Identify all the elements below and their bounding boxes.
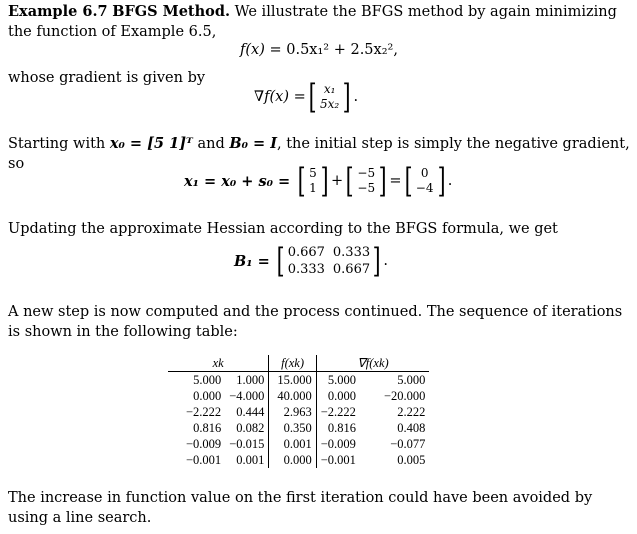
plus-sign: + [330, 173, 344, 189]
table-cell: 0.000 [269, 452, 316, 468]
table-cell: −0.001 [320, 452, 356, 467]
table-row [168, 452, 429, 468]
matrix-entry: 0.333 [287, 262, 325, 277]
hessian-matrix [288, 244, 370, 278]
table-row [168, 404, 429, 420]
vector-entry: −5 [357, 166, 376, 180]
step-equation: x₁ = x₀ + s₀ = [ 5 1 ] + [ −5 −5 ] = [ 0 −4 ] . [184, 161, 453, 201]
table-cell: 15.000 [269, 372, 316, 389]
function-lhs: f(x) = [240, 42, 287, 58]
start-text-part: , the initial step is simply the negative gradient, so [8, 136, 630, 172]
vector-s0 [357, 166, 375, 196]
function-equation [240, 42, 398, 58]
table-cell: 0.000 [327, 388, 356, 403]
table-cell: 5.000 [316, 372, 360, 389]
vector-x1 [416, 166, 434, 196]
table-cell: 0.001 [225, 452, 269, 468]
table-cell: 0.408 [397, 420, 426, 435]
x0-expression: x₀ = [5 1]ᵀ [109, 135, 193, 152]
vector-entry: 1 [309, 181, 317, 195]
table-cell: 0.816 [193, 420, 222, 435]
header-xk: xk [168, 355, 269, 372]
start-text-part: and [192, 136, 230, 152]
b0-expression: B₀ = I [229, 135, 277, 152]
equals-sign: = [389, 173, 402, 189]
table-cell: −2.222 [186, 404, 222, 419]
vector-entry: 5 [309, 166, 317, 180]
step-lhs: x₁ = x₀ + s₀ = [184, 172, 291, 190]
gradient-vector [320, 82, 339, 112]
table-cell: 0.001 [269, 436, 316, 452]
table-cell: 2.222 [397, 404, 426, 419]
table-cell: 0.444 [225, 404, 269, 420]
example-intro: We illustrate the BFGS method by again minimizing the function of Example 6.5, [8, 4, 617, 40]
table-cell: −0.009 [186, 436, 222, 451]
table-cell: −0.015 [225, 436, 269, 452]
continue-text: A new step is now computed and the process continued. The sequence of iterations is shown in the following table: [8, 304, 623, 340]
table-body [168, 372, 429, 469]
vector-entry: −4 [415, 181, 434, 195]
table-cell: −0.001 [186, 452, 222, 467]
vector-entry: 0 [420, 166, 429, 180]
closing-text: The increase in function value on the first iteration could have been avoided by using a line search. [8, 490, 593, 526]
table-cell: −20.000 [383, 388, 426, 403]
example-label: Example 6.7 [8, 3, 108, 20]
table-cell: 40.000 [269, 388, 316, 404]
table-cell: −4.000 [225, 388, 269, 404]
gradient-text: whose gradient is given by [8, 70, 206, 86]
table-row [168, 388, 429, 404]
gradient-equation: ∇f(x) = [ x₁ 5x₂ ] . [254, 77, 359, 117]
table-row [168, 372, 429, 389]
hessian-equation: B₁ = [ 0.667 0.333 0.333 0.667 ] . [234, 241, 388, 281]
table-row [168, 420, 429, 436]
step-end: . [447, 173, 453, 189]
gradient-lhs: ∇f(x) = [254, 89, 306, 105]
table-cell: 0.005 [397, 452, 426, 467]
function-rhs: 0.5x₁² + 2.5x₂², [286, 42, 398, 58]
table-cell: 0.816 [327, 420, 356, 435]
vector-x0 [309, 166, 317, 196]
gradient-entry: x₁ [323, 82, 336, 96]
table-cell: 1.000 [225, 372, 269, 389]
update-text: Updating the approximate Hessian according to the BFGS formula, we get [8, 221, 558, 237]
example-title: BFGS Method. [112, 3, 231, 20]
matrix-entry: 0.667 [287, 245, 325, 260]
matrix-entry: 0.667 [332, 262, 371, 277]
table-header-row [168, 355, 429, 372]
iteration-table [168, 355, 429, 468]
table-cell: 5.000 [360, 372, 429, 389]
table-cell: 0.000 [193, 388, 222, 403]
vector-entry: −5 [357, 181, 376, 195]
matrix-entry: 0.333 [332, 245, 371, 260]
table-cell: 0.082 [225, 420, 269, 436]
hessian-end: . [383, 253, 388, 269]
start-text-part: Starting with [8, 136, 110, 152]
table-cell: −0.009 [320, 436, 356, 451]
example-intro-paragraph [8, 2, 628, 42]
gradient-entry: 5x₂ [320, 97, 340, 111]
table-cell: 5.000 [168, 372, 225, 389]
table-cell: 2.963 [269, 404, 316, 420]
gradient-end: . [353, 89, 359, 105]
table-cell: −0.077 [390, 436, 426, 451]
header-fxk: f(xk) [269, 355, 316, 372]
hessian-lhs: B₁ = [234, 252, 270, 270]
table-cell: −2.222 [320, 404, 356, 419]
table-cell: 0.350 [269, 420, 316, 436]
header-gradient: ∇f(xk) [357, 356, 389, 370]
table-row [168, 436, 429, 452]
